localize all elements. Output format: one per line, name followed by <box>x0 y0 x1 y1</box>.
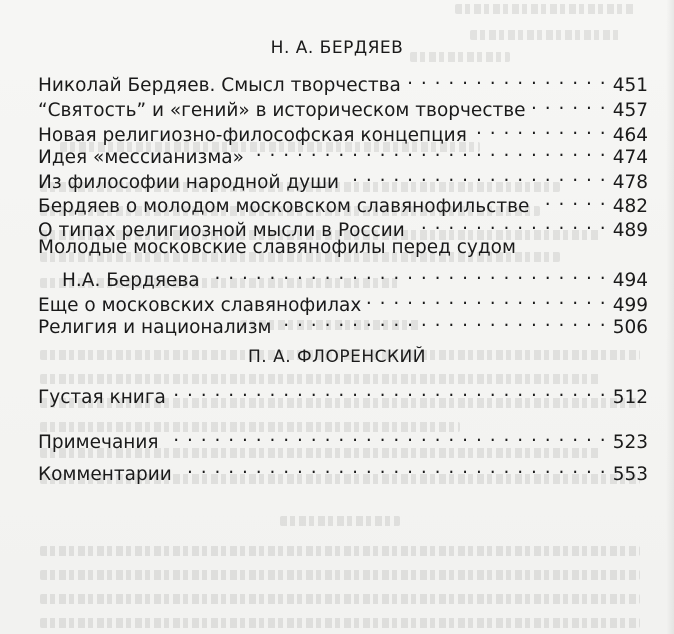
toc-entry-title: Бердяев о молодом московском славянофильстве <box>38 196 530 217</box>
toc-entry-page: 506 <box>612 317 648 338</box>
toc-entry-page: 553 <box>612 464 648 485</box>
toc-entry-commentary[interactable] <box>38 456 648 485</box>
toc-entry-title: Идея «мессианизма» <box>38 147 244 168</box>
dot-leader <box>250 139 607 163</box>
toc-entry-title: Н.А. Бердяева <box>62 270 200 291</box>
toc-entry-title: “Святость” и «гений» в историческом творчестве <box>38 100 526 121</box>
toc-entry[interactable] <box>38 92 648 121</box>
toc-entry-page: 482 <box>612 196 648 217</box>
toc-entry-title: Из философии народной души <box>38 172 340 193</box>
toc-entry[interactable] <box>38 67 648 96</box>
toc-entry-page: 474 <box>612 147 648 168</box>
dot-leader <box>345 164 607 188</box>
toc-entry[interactable] <box>38 287 648 316</box>
dot-leader <box>277 309 606 333</box>
toc-entry-page: 451 <box>612 75 648 96</box>
section-title-florensky: П. А. ФЛОРЕНСКИЙ <box>248 347 426 367</box>
toc-entry-page: 523 <box>612 432 648 453</box>
toc-entry-page: 499 <box>612 295 648 316</box>
dot-leader <box>473 117 607 141</box>
toc-entry-title-line1[interactable]: Молодые московские славянофилы перед судом <box>38 237 516 258</box>
toc-entry-title: Николай Бердяев. Смысл творчества <box>38 75 401 96</box>
toc-entry[interactable] <box>38 212 648 241</box>
dot-leader <box>532 92 607 116</box>
toc-entry-title: Религия и национализм <box>38 317 272 338</box>
dot-leader <box>172 379 607 403</box>
toc-entry[interactable] <box>62 262 648 291</box>
toc-entry-page: 512 <box>612 387 648 408</box>
toc-entry-title: Примечания <box>38 432 159 453</box>
dot-leader <box>407 67 607 91</box>
toc-entry-page: 494 <box>612 270 648 291</box>
toc-entry-title: Еще о московских славянофилах <box>38 295 362 316</box>
toc-entry-title: Новая религиозно-философская концепция <box>38 125 467 146</box>
dot-leader <box>165 424 607 448</box>
dot-leader <box>178 456 607 480</box>
toc-entry-title: Густая книга <box>38 387 166 408</box>
toc-entry[interactable] <box>38 309 648 338</box>
toc-entry-page: 457 <box>612 100 648 121</box>
page-edge-shadow <box>666 0 674 634</box>
dot-leader <box>367 287 606 311</box>
toc-entry-page: 489 <box>612 220 648 241</box>
dot-leader <box>206 262 607 286</box>
toc-entry[interactable] <box>38 188 648 217</box>
dot-leader <box>535 188 606 212</box>
toc-entry-title: О типах религиозной мысли в России <box>38 220 405 241</box>
toc-entry[interactable] <box>38 379 648 408</box>
toc-entry-title: Комментарии <box>38 464 172 485</box>
toc-entry-page: 478 <box>612 172 648 193</box>
toc-entry-page: 464 <box>612 125 648 146</box>
toc-entry[interactable] <box>38 117 648 146</box>
toc-entry[interactable] <box>38 164 648 193</box>
toc-entry[interactable] <box>38 139 648 168</box>
toc-entry-notes[interactable] <box>38 424 648 453</box>
dot-leader <box>411 212 607 236</box>
section-title-berdyaev: Н. А. БЕРДЯЕВ <box>270 38 404 58</box>
